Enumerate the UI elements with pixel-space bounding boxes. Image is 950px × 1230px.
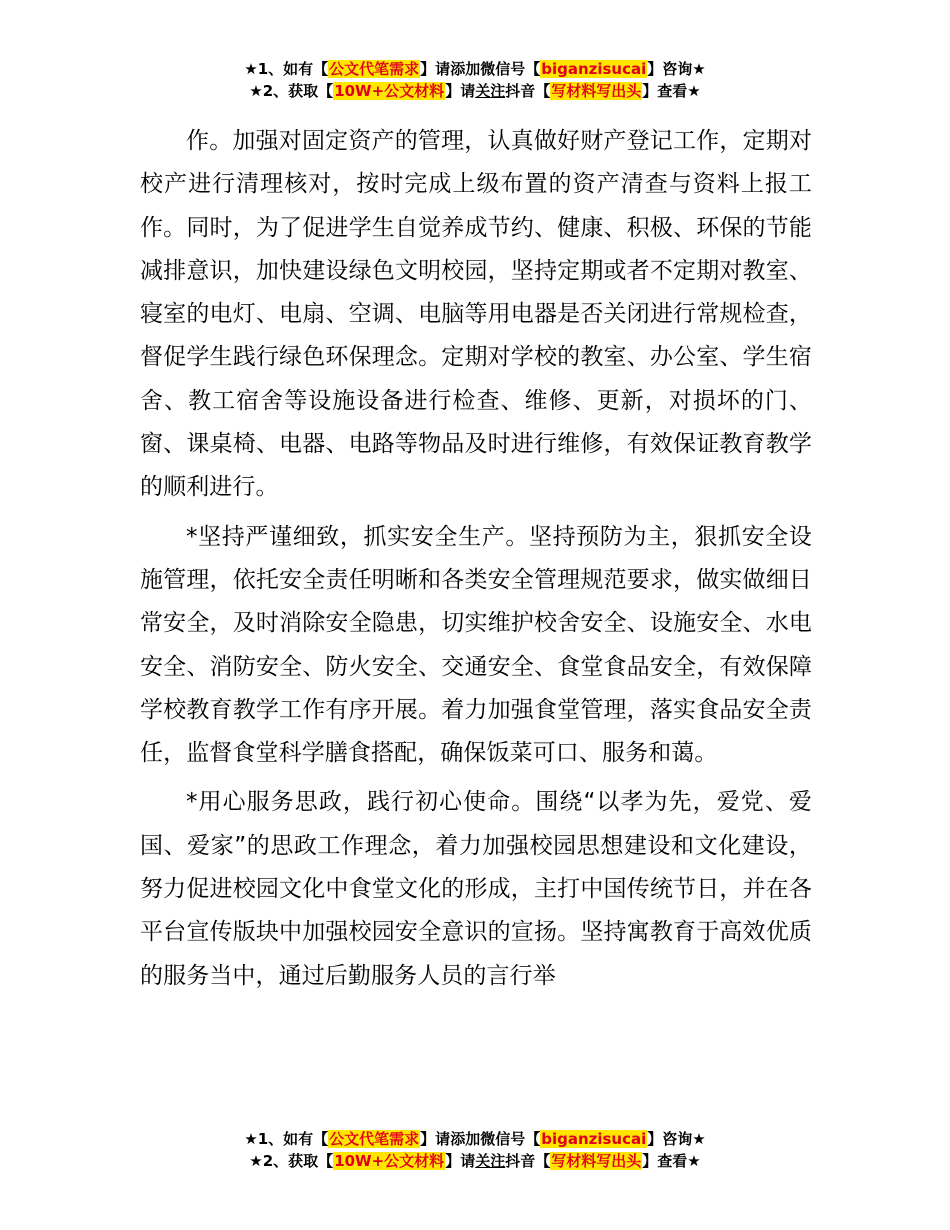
header-line-2: ★2、获取【10W+公文材料】请关注抖音【写材料写出头】查看★ — [249, 82, 701, 100]
highlight-service: 公文代笔需求 — [329, 1130, 420, 1148]
footer-line-1: ★1、如有【公文代笔需求】请添加微信号【biganzisucai】咨询★ — [244, 1130, 706, 1148]
highlight-materials: 10W+公文材料 — [334, 82, 445, 100]
paragraph-2: *坚持严谨细致，抓实安全生产。坚持预防为主，狠抓安全设施管理，依托安全责任明晰和各类安全管理规范要求，做实做细日常安全，及时消除安全隐患，切实维护校舍安全、设施安全、水电安全、消防安全、防火安全、交通安全、食堂食品安全，有效保障学校教育教学工作有序开展。着力加强食堂管理，落实食品安全责任，监督食堂科学膳食搭配，确保饭菜可口、服务和蔼。 — [140, 523, 812, 767]
document-body — [140, 120, 812, 1004]
header-banner — [0, 58, 950, 102]
header-line-1: ★1、如有【公文代笔需求】请添加微信号【biganzisucai】咨询★ — [244, 60, 706, 78]
highlight-wechat-id: biganzisucai — [541, 1130, 647, 1148]
paragraph-1: 作。加强对固定资产的管理，认真做好财产登记工作，定期对校产进行清理核对，按时完成上级布置的资产清查与资料上报工作。同时，为了促进学生自觉养成节约、健康、积极、环保的节能减排意识，加快建设绿色文明校园，坚持定期或者不定期对教室、寝室的电灯、电扇、空调、电脑等用电器是否关闭进行常规检查，督促学生践行绿色环保理念。定期对学校的教室、办公室、学生宿舍、教工宿舍等设施设备进行检查、维修、更新，对损坏的门、窗、课桌椅、电器、电路等物品及时进行维修，有效保证教育教学的顺利进行。 — [140, 128, 812, 501]
highlight-wechat-id: biganzisucai — [541, 60, 647, 78]
highlight-douyin: 写材料写出头 — [551, 1152, 642, 1170]
highlight-materials: 10W+公文材料 — [334, 1152, 445, 1170]
highlight-service: 公文代笔需求 — [329, 60, 420, 78]
highlight-douyin: 写材料写出头 — [551, 82, 642, 100]
footer-banner — [0, 1128, 950, 1172]
paragraph-3: *用心服务思政，践行初心使命。围绕“以孝为先，爱党、爱国、爱家”的思政工作理念，着力加强校园思想建设和文化建设，努力促进校园文化中食堂文化的形成，主打中国传统节日，并在各平台宣传版块中加强校园安全意识的宣扬。坚持寓教育于高效优质的服务当中，通过后勤服务人员的言行举 — [140, 789, 812, 989]
footer-line-2: ★2、获取【10W+公文材料】请关注抖音【写材料写出头】查看★ — [249, 1152, 701, 1170]
